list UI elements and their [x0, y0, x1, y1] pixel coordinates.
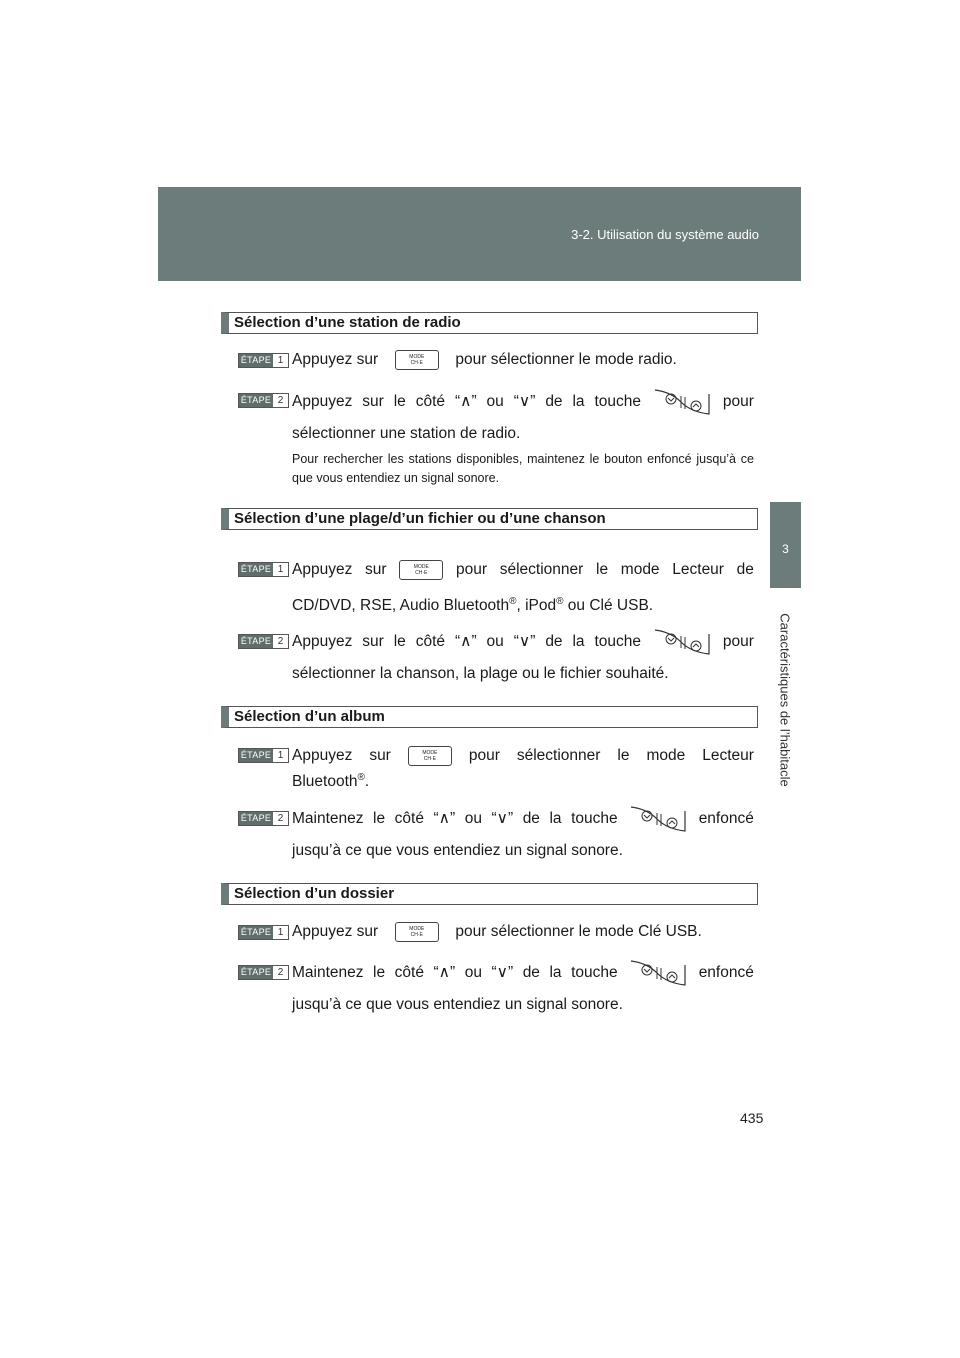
- word: pour: [455, 561, 488, 578]
- word: la: [549, 964, 562, 981]
- word: touche: [594, 393, 642, 410]
- step-number: 1: [277, 927, 284, 938]
- word: de: [736, 561, 754, 578]
- chapter-tab: [770, 502, 801, 588]
- word: côté: [394, 810, 424, 827]
- word: sur: [362, 393, 384, 410]
- step-number: 1: [277, 750, 284, 761]
- word: le: [393, 393, 406, 410]
- chapter-label: Caractéristiques de l’habitacle: [777, 613, 793, 787]
- step-number: 2: [277, 813, 284, 824]
- section-heading-track: Sélection d’une plage/d’un fichier ou d’une chanson: [221, 508, 758, 530]
- text: Appuyez sur: [292, 923, 379, 941]
- step-word: ÉTAPE: [240, 636, 272, 646]
- word: “∨”: [513, 393, 536, 410]
- word: ou: [486, 633, 504, 650]
- word: le: [373, 810, 386, 827]
- word: la: [572, 393, 585, 410]
- word: Appuyez: [292, 633, 353, 650]
- word: de: [545, 633, 563, 650]
- word: touche: [571, 810, 618, 827]
- step-text-continued: Bluetooth®.: [292, 772, 370, 791]
- word: touche: [571, 964, 618, 981]
- step-badge: [238, 811, 289, 826]
- step-text-continued: sélectionner la chanson, la plage ou le fichier souhaité.: [292, 665, 669, 682]
- word: pour: [468, 747, 500, 764]
- word: Appuyez: [292, 393, 353, 410]
- step-word: ÉTAPE: [240, 927, 272, 937]
- step-text: [292, 388, 754, 416]
- word: ou: [464, 964, 482, 981]
- word: “∧”: [454, 633, 477, 650]
- word: sélectionner: [499, 561, 584, 578]
- note-text: Pour rechercher les stations disponibles, maintenez le bouton enfoncé jusqu’à ce que vous entendiez un signal sonore.: [292, 452, 754, 485]
- step-badge: [238, 925, 289, 940]
- step-text: [292, 959, 754, 987]
- word: sur: [365, 561, 387, 578]
- mode-button-icon: MODE CH·E: [395, 350, 439, 370]
- word: “∨”: [513, 633, 536, 650]
- word: “∧”: [454, 393, 477, 410]
- word: le: [617, 747, 630, 764]
- word: touche: [594, 633, 642, 650]
- text: Appuyez sur: [292, 351, 379, 369]
- word: de: [522, 964, 540, 981]
- step-number: 1: [277, 564, 284, 575]
- word: mode: [646, 747, 686, 764]
- step-number: 2: [277, 967, 284, 978]
- step-text: [292, 922, 702, 942]
- word: sur: [369, 747, 391, 764]
- step-word: ÉTAPE: [240, 967, 272, 977]
- word: Lecteur: [672, 561, 724, 578]
- word: Lecteur: [702, 747, 754, 764]
- step-badge: [238, 353, 289, 368]
- word: le: [596, 561, 609, 578]
- word: “∧”: [433, 810, 456, 827]
- word: de: [522, 810, 540, 827]
- word: sur: [362, 633, 384, 650]
- step-word: ÉTAPE: [240, 395, 272, 405]
- step-text: [292, 559, 754, 581]
- header-band: [158, 187, 801, 281]
- step-word: ÉTAPE: [240, 355, 272, 365]
- word: enfoncé: [698, 810, 754, 827]
- step-text: [292, 745, 754, 767]
- word: “∨”: [491, 964, 514, 981]
- word: la: [549, 810, 562, 827]
- word: sélectionner: [516, 747, 601, 764]
- mode-button-icon: MODE CH·E: [399, 560, 443, 580]
- word: ou: [464, 810, 482, 827]
- step-text: [292, 628, 754, 656]
- word: le: [373, 964, 386, 981]
- word: Maintenez: [292, 964, 364, 981]
- word: Appuyez: [292, 747, 353, 764]
- word: côté: [415, 633, 446, 650]
- word: la: [572, 633, 585, 650]
- step-text-continued: jusqu’à ce que vous entendiez un signal sonore.: [292, 842, 623, 859]
- section-heading-folder: Sélection d’un dossier: [221, 883, 758, 905]
- word: mode: [620, 561, 660, 578]
- step-number: 2: [277, 636, 284, 647]
- text: pour sélectionner le mode Clé USB.: [455, 923, 702, 941]
- word: pour: [722, 393, 754, 410]
- step-word: ÉTAPE: [240, 750, 272, 760]
- step-badge: [238, 634, 289, 649]
- step-badge: [238, 393, 289, 408]
- word: “∨”: [491, 810, 514, 827]
- word: Appuyez: [292, 561, 353, 578]
- seek-button-icon: [651, 628, 713, 656]
- step-badge: [238, 562, 289, 577]
- word: ou: [486, 393, 504, 410]
- word: côté: [394, 964, 424, 981]
- step-number: 1: [277, 355, 284, 366]
- word: “∧”: [433, 964, 456, 981]
- text: pour sélectionner le mode radio.: [455, 351, 677, 369]
- seek-button-icon: [627, 805, 689, 833]
- step-text-continued: jusqu’à ce que vous entendiez un signal sonore.: [292, 996, 623, 1013]
- step-word: ÉTAPE: [240, 564, 272, 574]
- seek-button-icon: [627, 959, 689, 987]
- word: de: [545, 393, 563, 410]
- step-word: ÉTAPE: [240, 813, 272, 823]
- chapter-number: 3: [782, 542, 789, 556]
- word: côté: [415, 393, 446, 410]
- step-text: [292, 805, 754, 833]
- word: le: [393, 633, 406, 650]
- section-heading-album: Sélection d’un album: [221, 706, 758, 728]
- word: pour: [722, 633, 754, 650]
- word: Maintenez: [292, 810, 364, 827]
- step-badge: [238, 748, 289, 763]
- seek-button-icon: [651, 388, 713, 416]
- step-text-continued: sélectionner une station de radio.: [292, 425, 521, 442]
- mode-button-icon: MODE CH·E: [408, 746, 452, 766]
- step-text: [292, 350, 677, 370]
- section-heading-radio: Sélection d’une station de radio: [221, 312, 758, 334]
- step-badge: [238, 965, 289, 980]
- page-number: 435: [740, 1110, 764, 1126]
- word: enfoncé: [698, 964, 754, 981]
- step-text-continued: CD/DVD, RSE, Audio Bluetooth®, iPod® ou Clé USB.: [292, 596, 654, 615]
- step-number: 2: [277, 395, 284, 406]
- page-section-title: 3-2. Utilisation du système audio: [571, 227, 759, 242]
- mode-button-icon: MODE CH·E: [395, 922, 439, 942]
